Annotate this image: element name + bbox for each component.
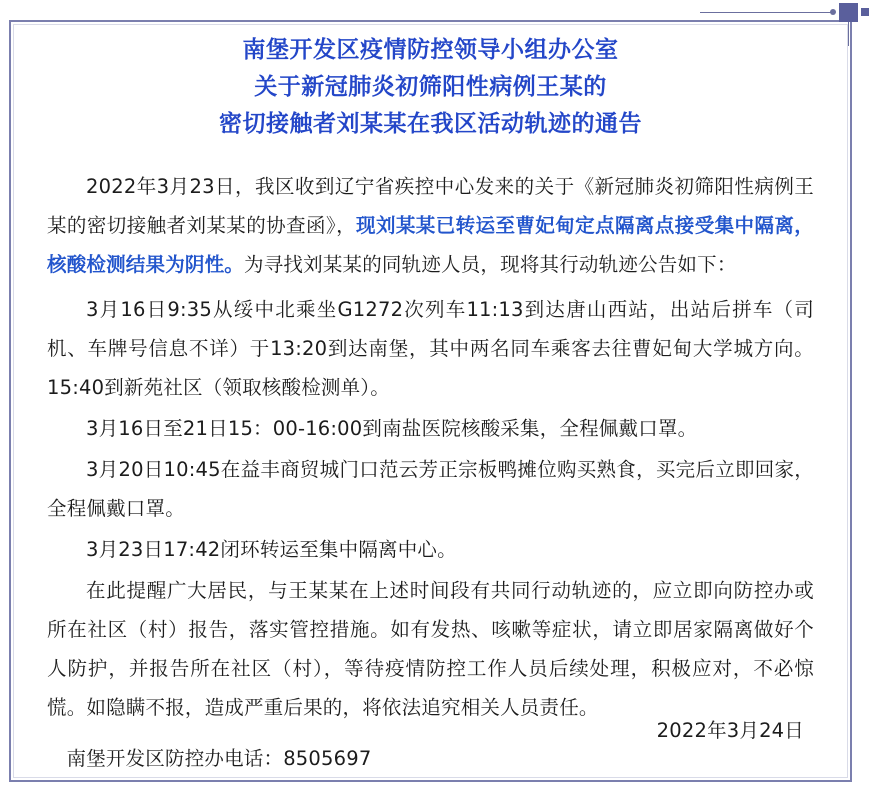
paragraph-public-notice-text: 在此提醒广大居民，与王某某在上述时间段有共同行动轨迹的，应立即向防控办或所在社区（村）报告，落实管控措施。如有发热、咳嗽等症状，请立即居家隔离做好个人防护，并报告所在社区（村），等待疫情防控工作人员后续处理，积极应对，不必惊慌。如隐瞒不报，造成严重后果的，将依法追究相关人员责任。 [47,579,814,719]
paragraph-intro-segment-3: 为寻找刘某某的同轨迹人员，现将其行动轨迹公告如下： [244,253,737,276]
paragraph-trace-market-text: 3月20日10:45在益丰商贸城门口范云芳正宗板鸭摊位购买熟食，买完后立即回家，全程佩戴口罩。 [47,458,814,520]
paragraph-trace-testing [47,409,814,448]
paragraph-intro [47,167,814,284]
paragraph-trace-market [47,450,814,528]
title-line-2: 关于新冠肺炎初筛阳性病例王某的 [254,74,607,100]
ornament-dot-icon [830,9,836,15]
contact-phone-line: 南堡开发区防控办电话：8505697 [66,747,372,770]
paragraph-public-notice [47,571,814,727]
paragraph-trace-testing-text: 3月16日至21日15：00-16:00到南盐医院核酸采集，全程佩戴口罩。 [86,417,698,440]
title-line-3: 密切接触者刘某某在我区活动轨迹的通告 [219,111,642,137]
paragraph-intro-segment-1: 2022年3月23日，我区收到辽宁省疾控中心发来的关于《新冠肺炎初筛阳性病例王某的密切接触者刘某某的协查函》， [47,175,814,237]
paragraph-trace-travel [47,290,814,407]
document-body [9,20,852,782]
document-content [47,167,814,778]
paragraph-trace-transfer-text: 3月23日17:42闭环转运至集中隔离中心。 [86,538,457,561]
paragraph-trace-travel-text: 3月16日9:35从绥中北乘坐G1272次列车11:13到达唐山西站，出站后拼车（司机、车牌号信息不详）于13:20到达南堡，其中两名同车乘客去往曹妃甸大学城方向。15:40到新苑社区（领取核酸检测单）。 [47,298,814,399]
paragraph-intro-highlight: 现刘某某已转运至曹妃甸定点隔离点接受集中隔离，核酸检测结果为阴性。 [47,214,815,276]
title-line-1: 南堡开发区疫情防控领导小组办公室 [242,37,619,63]
paragraph-trace-transfer [47,530,814,569]
ornament-small-square-icon [861,8,869,16]
signature-date: 2022年3月24日 [656,719,804,742]
ornament-horizontal-rule [700,12,832,13]
document-title [47,32,814,143]
